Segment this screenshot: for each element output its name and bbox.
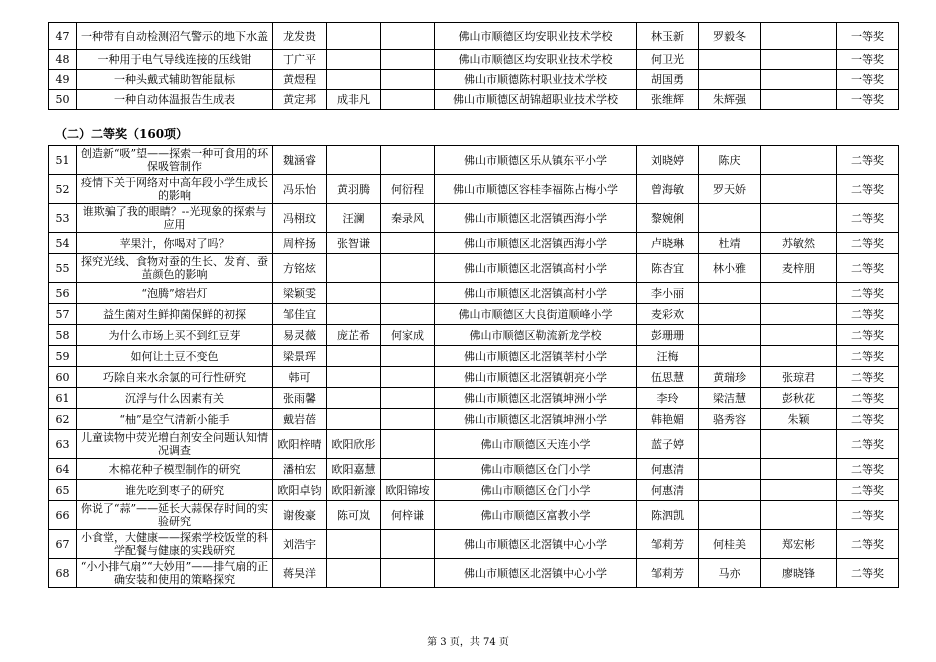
teacher-2 <box>699 325 761 346</box>
teacher-2 <box>699 346 761 367</box>
row-number: 67 <box>49 530 77 559</box>
project-title: 一种用于电气导线连接的压线钳 <box>77 50 273 70</box>
author-2 <box>327 254 381 283</box>
award-level: 二等奖 <box>837 409 899 430</box>
teacher-1: 陈杏宜 <box>637 254 699 283</box>
author-3 <box>381 388 435 409</box>
teacher-1: 麦彩欢 <box>637 304 699 325</box>
row-number: 58 <box>49 325 77 346</box>
award-level: 二等奖 <box>837 233 899 254</box>
author-1: 龙发贵 <box>273 23 327 50</box>
row-number: 49 <box>49 70 77 90</box>
row-number: 53 <box>49 204 77 233</box>
table-row <box>49 23 899 50</box>
second-prize-table <box>48 145 899 588</box>
teacher-3 <box>761 325 837 346</box>
author-1: 欧阳梓晴 <box>273 430 327 459</box>
author-2 <box>327 559 381 588</box>
teacher-3 <box>761 283 837 304</box>
teacher-3 <box>761 459 837 480</box>
row-number: 50 <box>49 90 77 110</box>
table-row <box>49 409 899 430</box>
author-3 <box>381 90 435 110</box>
teacher-1: 何惠清 <box>637 480 699 501</box>
project-title: 疫情下关于网络对中高年段小学生成长的影响 <box>77 175 273 204</box>
teacher-1: 伍思慧 <box>637 367 699 388</box>
author-2 <box>327 530 381 559</box>
teacher-3: 廖晓锋 <box>761 559 837 588</box>
school-name: 佛山市顺德区北滘镇坤洲小学 <box>435 388 637 409</box>
teacher-2: 罗天娇 <box>699 175 761 204</box>
author-2: 欧阳欣彤 <box>327 430 381 459</box>
table-row <box>49 146 899 175</box>
teacher-1: 邹莉芳 <box>637 530 699 559</box>
project-title: 木棉花种子模型制作的研究 <box>77 459 273 480</box>
teacher-3: 苏敏然 <box>761 233 837 254</box>
teacher-2 <box>699 459 761 480</box>
teacher-2: 杜靖 <box>699 233 761 254</box>
project-title: 创造新“吸”望——探索一种可食用的环保吸管制作 <box>77 146 273 175</box>
project-title: 一种带有自动检测沼气警示的地下水盖 <box>77 23 273 50</box>
project-title: 一种头戴式辅助智能鼠标 <box>77 70 273 90</box>
school-name: 佛山市顺德陈村职业技术学校 <box>435 70 637 90</box>
school-name: 佛山市顺德区北滘镇中心小学 <box>435 559 637 588</box>
award-level: 一等奖 <box>837 90 899 110</box>
award-level: 二等奖 <box>837 430 899 459</box>
author-1: 蒋昊洋 <box>273 559 327 588</box>
school-name: 佛山市顺德区富教小学 <box>435 501 637 530</box>
author-1: 方铭炫 <box>273 254 327 283</box>
table-row <box>49 367 899 388</box>
school-name: 佛山市顺德区仓门小学 <box>435 480 637 501</box>
award-level: 二等奖 <box>837 346 899 367</box>
author-2 <box>327 50 381 70</box>
project-title: “泡腾”熔岩灯 <box>77 283 273 304</box>
row-number: 64 <box>49 459 77 480</box>
author-1: 欧阳卓钧 <box>273 480 327 501</box>
author-3: 何衍程 <box>381 175 435 204</box>
award-level: 二等奖 <box>837 501 899 530</box>
author-1: 周梓扬 <box>273 233 327 254</box>
school-name: 佛山市顺德区北滘镇高村小学 <box>435 254 637 283</box>
award-level: 二等奖 <box>837 254 899 283</box>
project-title: 谁先吃到枣子的研究 <box>77 480 273 501</box>
school-name: 佛山市顺德区乐从镇东平小学 <box>435 146 637 175</box>
row-number: 51 <box>49 146 77 175</box>
project-title: “柚”是空气清新小能手 <box>77 409 273 430</box>
award-level: 一等奖 <box>837 23 899 50</box>
author-3 <box>381 23 435 50</box>
author-3 <box>381 459 435 480</box>
author-3 <box>381 283 435 304</box>
school-name: 佛山市顺德区仓门小学 <box>435 459 637 480</box>
author-1: 邹佳宜 <box>273 304 327 325</box>
award-level: 二等奖 <box>837 530 899 559</box>
teacher-1: 陈泗凯 <box>637 501 699 530</box>
teacher-1: 李小丽 <box>637 283 699 304</box>
teacher-3 <box>761 50 837 70</box>
teacher-2 <box>699 70 761 90</box>
award-level: 二等奖 <box>837 459 899 480</box>
teacher-1: 汪梅 <box>637 346 699 367</box>
table-row <box>49 501 899 530</box>
author-2 <box>327 367 381 388</box>
author-3: 何家成 <box>381 325 435 346</box>
award-level: 二等奖 <box>837 204 899 233</box>
project-title: 如何让土豆不变色 <box>77 346 273 367</box>
teacher-2: 罗毅冬 <box>699 23 761 50</box>
teacher-3 <box>761 23 837 50</box>
school-name: 佛山市顺德区北滘镇高村小学 <box>435 283 637 304</box>
table-row <box>49 480 899 501</box>
award-level: 一等奖 <box>837 70 899 90</box>
school-name: 佛山市顺德区北滘镇莘村小学 <box>435 346 637 367</box>
author-1: 潘柏宏 <box>273 459 327 480</box>
teacher-2 <box>699 430 761 459</box>
row-number: 63 <box>49 430 77 459</box>
row-number: 62 <box>49 409 77 430</box>
author-1: 黄定邦 <box>273 90 327 110</box>
teacher-2 <box>699 304 761 325</box>
teacher-3 <box>761 304 837 325</box>
section-title: （二）二等奖（160项） <box>55 127 189 141</box>
row-number: 47 <box>49 23 77 50</box>
author-1: 戴岩蓓 <box>273 409 327 430</box>
school-name: 佛山市顺德区均安职业技术学校 <box>435 50 637 70</box>
award-level: 一等奖 <box>837 50 899 70</box>
teacher-3 <box>761 146 837 175</box>
teacher-2: 黄瑞珍 <box>699 367 761 388</box>
project-title: 益生菌对生鲜抑菌保鲜的初探 <box>77 304 273 325</box>
school-name: 佛山市顺德区勒流新龙学校 <box>435 325 637 346</box>
author-3 <box>381 559 435 588</box>
school-name: 佛山市顺德区胡锦超职业技术学校 <box>435 90 637 110</box>
author-2: 欧阳新濠 <box>327 480 381 501</box>
row-number: 52 <box>49 175 77 204</box>
author-2: 张智谦 <box>327 233 381 254</box>
project-title: 苹果汁，你喝对了吗？ <box>77 233 273 254</box>
teacher-3 <box>761 90 837 110</box>
row-number: 61 <box>49 388 77 409</box>
author-1: 韩可 <box>273 367 327 388</box>
school-name: 佛山市顺德区北滘镇朝亮小学 <box>435 367 637 388</box>
table-row <box>49 346 899 367</box>
table-row <box>49 559 899 588</box>
table-row <box>49 304 899 325</box>
author-1: 谢俊豪 <box>273 501 327 530</box>
project-title: 探究光线、食物对蚕的生长、发育、蚕茧颜色的影响 <box>77 254 273 283</box>
teacher-2: 何桂美 <box>699 530 761 559</box>
teacher-2 <box>699 283 761 304</box>
school-name: 佛山市顺德区北滘镇西海小学 <box>435 204 637 233</box>
teacher-1: 彭珊珊 <box>637 325 699 346</box>
author-2: 黄羽腾 <box>327 175 381 204</box>
award-level: 二等奖 <box>837 367 899 388</box>
teacher-1: 邹莉芳 <box>637 559 699 588</box>
table-row <box>49 204 899 233</box>
row-number: 56 <box>49 283 77 304</box>
author-2 <box>327 23 381 50</box>
row-number: 68 <box>49 559 77 588</box>
author-2: 陈可岚 <box>327 501 381 530</box>
row-number: 57 <box>49 304 77 325</box>
project-title: 巧除自来水余氯的可行性研究 <box>77 367 273 388</box>
row-number: 55 <box>49 254 77 283</box>
table-row <box>49 70 899 90</box>
teacher-2: 林小雅 <box>699 254 761 283</box>
teacher-1: 韩艳媚 <box>637 409 699 430</box>
table-row <box>49 50 899 70</box>
author-2: 成非凡 <box>327 90 381 110</box>
project-title: 小食堂，大健康——探索学校饭堂的科学配餐与健康的实践研究 <box>77 530 273 559</box>
teacher-1: 黎婉俐 <box>637 204 699 233</box>
table-row <box>49 388 899 409</box>
teacher-2: 朱辉强 <box>699 90 761 110</box>
teacher-3 <box>761 70 837 90</box>
teacher-1: 刘晓婷 <box>637 146 699 175</box>
author-1: 梁景珲 <box>273 346 327 367</box>
teacher-2 <box>699 480 761 501</box>
teacher-2: 梁洁慧 <box>699 388 761 409</box>
award-level: 二等奖 <box>837 146 899 175</box>
project-title: 儿童读物中荧光增白剂安全问题认知情况调查 <box>77 430 273 459</box>
teacher-3: 彭秋花 <box>761 388 837 409</box>
teacher-2: 骆秀容 <box>699 409 761 430</box>
author-3 <box>381 254 435 283</box>
author-1: 丁广平 <box>273 50 327 70</box>
school-name: 佛山市顺德区北滘镇西海小学 <box>435 233 637 254</box>
teacher-2 <box>699 204 761 233</box>
teacher-2: 陈庆 <box>699 146 761 175</box>
author-3: 何梓谦 <box>381 501 435 530</box>
author-3: 秦录风 <box>381 204 435 233</box>
project-title: 为什么市场上买不到红豆芽 <box>77 325 273 346</box>
author-2 <box>327 146 381 175</box>
school-name: 佛山市顺德区北滘镇坤洲小学 <box>435 409 637 430</box>
award-level: 二等奖 <box>837 388 899 409</box>
row-number: 65 <box>49 480 77 501</box>
author-3 <box>381 409 435 430</box>
author-3 <box>381 304 435 325</box>
table-row <box>49 233 899 254</box>
award-level: 二等奖 <box>837 175 899 204</box>
project-title: 谁欺骗了我的眼睛？--光现象的探索与应用 <box>77 204 273 233</box>
table-row <box>49 530 899 559</box>
author-3 <box>381 146 435 175</box>
author-1: 梁颖雯 <box>273 283 327 304</box>
first-prize-table <box>48 22 899 110</box>
table-row <box>49 254 899 283</box>
teacher-1: 张维辉 <box>637 90 699 110</box>
school-name: 佛山市顺德区天连小学 <box>435 430 637 459</box>
teacher-1: 卢晓琳 <box>637 233 699 254</box>
table-row <box>49 459 899 480</box>
teacher-3: 麦梓朋 <box>761 254 837 283</box>
author-3 <box>381 346 435 367</box>
school-name: 佛山市顺德区容桂李福陈占梅小学 <box>435 175 637 204</box>
teacher-3 <box>761 501 837 530</box>
award-level: 二等奖 <box>837 283 899 304</box>
teacher-1: 胡国勇 <box>637 70 699 90</box>
teacher-1: 林玉新 <box>637 23 699 50</box>
teacher-3: 朱颖 <box>761 409 837 430</box>
author-2 <box>327 388 381 409</box>
author-1: 冯乐怡 <box>273 175 327 204</box>
teacher-1: 何卫光 <box>637 50 699 70</box>
teacher-3: 郑宏彬 <box>761 530 837 559</box>
author-2 <box>327 283 381 304</box>
page-footer: 第 3 页，共 74 页 <box>427 637 509 648</box>
author-3 <box>381 50 435 70</box>
row-number: 66 <box>49 501 77 530</box>
author-2: 庞芷希 <box>327 325 381 346</box>
author-3 <box>381 530 435 559</box>
author-1: 张雨馨 <box>273 388 327 409</box>
school-name: 佛山市顺德区均安职业技术学校 <box>435 23 637 50</box>
author-1: 刘浩宇 <box>273 530 327 559</box>
teacher-3 <box>761 204 837 233</box>
author-2 <box>327 346 381 367</box>
author-3 <box>381 367 435 388</box>
row-number: 48 <box>49 50 77 70</box>
author-3 <box>381 430 435 459</box>
teacher-3 <box>761 175 837 204</box>
teacher-1: 李玲 <box>637 388 699 409</box>
award-level: 二等奖 <box>837 559 899 588</box>
project-title: “小小排气扇”“大妙用”——排气扇的正确安装和使用的策略探究 <box>77 559 273 588</box>
teacher-1: 曾海敏 <box>637 175 699 204</box>
teacher-2 <box>699 501 761 530</box>
row-number: 59 <box>49 346 77 367</box>
row-number: 60 <box>49 367 77 388</box>
row-number: 54 <box>49 233 77 254</box>
teacher-3 <box>761 480 837 501</box>
author-2 <box>327 304 381 325</box>
table-row <box>49 283 899 304</box>
teacher-1: 蓝子婷 <box>637 430 699 459</box>
author-3 <box>381 233 435 254</box>
author-3: 欧阳锦垵 <box>381 480 435 501</box>
school-name: 佛山市顺德区北滘镇中心小学 <box>435 530 637 559</box>
project-title: 沉浮与什么因素有关 <box>77 388 273 409</box>
author-1: 黄煜程 <box>273 70 327 90</box>
teacher-3 <box>761 346 837 367</box>
teacher-3 <box>761 430 837 459</box>
award-level: 二等奖 <box>837 325 899 346</box>
school-name: 佛山市顺德区大良街道顺峰小学 <box>435 304 637 325</box>
author-3 <box>381 70 435 90</box>
table-row <box>49 430 899 459</box>
project-title: 一种自动体温报告生成表 <box>77 90 273 110</box>
table-row <box>49 90 899 110</box>
teacher-3: 张琼君 <box>761 367 837 388</box>
author-2: 汪澜 <box>327 204 381 233</box>
project-title: 你说了“蒜”——延长大蒜保存时间的实验研究 <box>77 501 273 530</box>
table-row <box>49 325 899 346</box>
teacher-1: 何惠清 <box>637 459 699 480</box>
award-level: 二等奖 <box>837 304 899 325</box>
award-level: 二等奖 <box>837 480 899 501</box>
author-2 <box>327 409 381 430</box>
teacher-2: 马亦 <box>699 559 761 588</box>
author-1: 易灵薇 <box>273 325 327 346</box>
author-2 <box>327 70 381 90</box>
teacher-2 <box>699 50 761 70</box>
author-2: 欧阳嘉慧 <box>327 459 381 480</box>
author-1: 冯栩玟 <box>273 204 327 233</box>
table-row <box>49 175 899 204</box>
author-1: 魏涵睿 <box>273 146 327 175</box>
